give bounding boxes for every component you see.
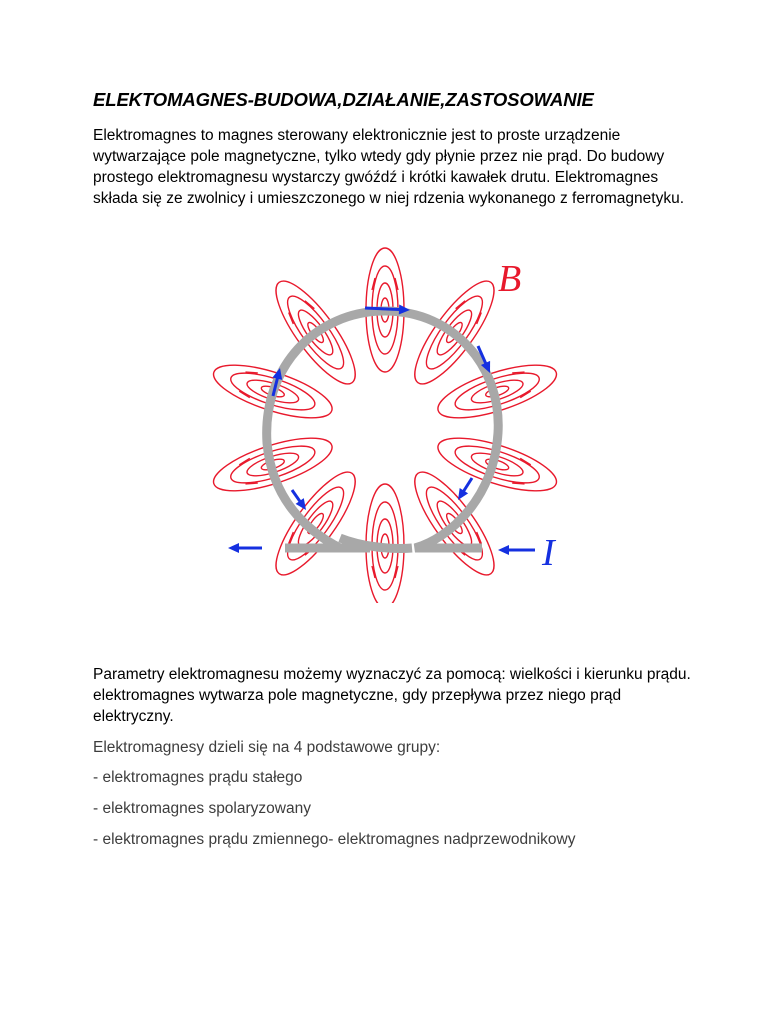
current-direction-arrows <box>228 305 535 555</box>
intro-paragraph: Elektromagnes to magnes sterowany elektronicznie jest to proste urządzenie wytwarzające pole magnetyczne, tylko wtedy gdy płynie przez nie prąd. Do budowy prostego elektromagnesu wystarczy gwóźdź i krótki kawałek drutu. Elektromagnes składa się ze zwolnicy i umieszczonego w niej rdzenia wykonanego z ferromagnetyku. <box>93 127 685 207</box>
electromagnet-field-diagram <box>180 228 600 603</box>
current-arrow-head <box>498 545 509 555</box>
groups-intro: Elektromagnesy dzieli się na 4 podstawowe grupy: <box>93 739 441 756</box>
group-item: - elektromagnes spolaryzowany <box>93 800 311 817</box>
group-item: - elektromagnes prądu stałego <box>93 769 303 786</box>
wire-coil <box>267 311 499 549</box>
current-arrow-head <box>228 543 239 553</box>
wire-loop <box>267 311 499 548</box>
group-item: - elektromagnes prądu zmiennego- elektromagnes nadprzewodnikowy <box>93 831 576 848</box>
current-label-i: I <box>542 532 555 574</box>
parameters-paragraph: Parametry elektromagnesu możemy wyznaczyć za pomocą: wielkości i kierunku prądu. elektromagnes wytwarza pole magnetyczne, gdy przepływa przez niego prąd elektryczny. <box>93 666 691 725</box>
document-title: ELEKTOMAGNES-BUDOWA,DZIAŁANIE,ZASTOSOWANIE <box>93 89 594 110</box>
current-arrow-shaft <box>365 308 402 310</box>
field-label-b: B <box>498 258 522 300</box>
